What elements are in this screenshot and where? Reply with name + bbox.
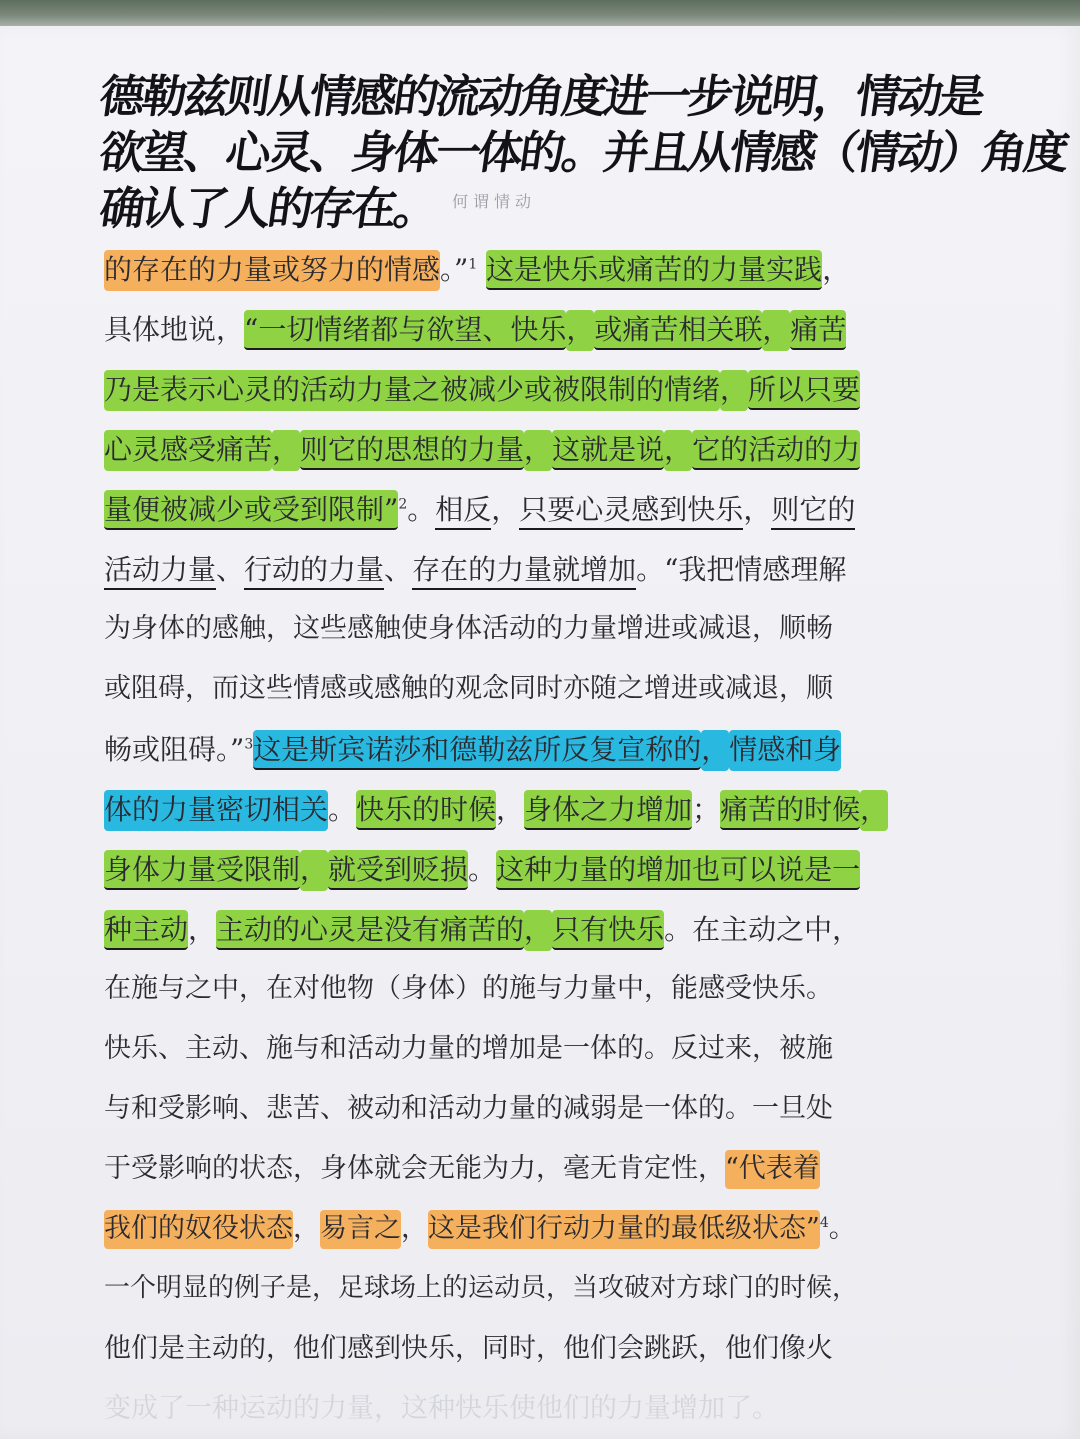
highlight-orange: “代表着	[725, 1150, 820, 1189]
highlight-green: 它的活动的力	[692, 430, 860, 470]
running-head: 何谓情动	[452, 192, 537, 211]
text-line-17	[104, 1212, 856, 1246]
highlight-green: 这是快乐或痛苦的力量实践	[486, 250, 822, 290]
highlight-orange: 这是我们行动力量的最低级状态”	[428, 1210, 820, 1249]
footnote-marker: 3	[244, 736, 254, 753]
text-segment: ，	[401, 1213, 428, 1244]
text-segment: 。	[328, 793, 357, 826]
text-line-16	[104, 1152, 820, 1186]
text-line-10	[104, 792, 888, 827]
underlined-text: 则它的	[771, 493, 855, 530]
book-edge	[0, 0, 1080, 26]
highlight-green: 心灵感受痛苦	[104, 430, 272, 471]
underlined-text: 行动的力量	[244, 553, 384, 590]
highlight-green: 身体之力增加	[524, 790, 692, 830]
text-segment: ，	[860, 790, 888, 831]
text-line-11	[104, 852, 860, 887]
book-page	[0, 26, 1080, 1439]
highlight-green: 种主动	[104, 910, 188, 950]
text-line-19: 他们是主动的，他们感到快乐，同时，他们会跳跃，他们像火	[104, 1333, 833, 1364]
text-segment: 。	[468, 853, 497, 886]
highlight-green: 这就是说	[552, 430, 664, 470]
text-segment: 具体地说，	[104, 313, 245, 346]
text-segment: 畅或阻碍。”	[104, 733, 245, 766]
footnote-marker: 2	[398, 496, 408, 513]
highlight-green: 则它的思想的力量	[300, 430, 524, 470]
text-segment: ，	[491, 493, 520, 526]
text-line-13: 在施与之中，在对他物（身体）的施与力量中，能感受快乐。	[104, 973, 833, 1004]
highlight-green: 只有快乐	[552, 910, 664, 950]
text-segment: ，	[664, 430, 692, 471]
handwritten-note-line-1: 德勒兹则从情感的流动角度进一步说明，情动是	[96, 70, 986, 123]
highlight-green: 痛苦	[790, 310, 846, 350]
underlined-text: 活动力量	[104, 553, 216, 590]
text-line-12	[104, 912, 860, 947]
text-segment: ，	[524, 430, 552, 471]
highlight-green: 或痛苦相关联	[594, 310, 762, 350]
text-segment: 。”	[440, 253, 469, 286]
text-segment: 。“我把情感理解	[636, 553, 847, 586]
handwritten-note-line-2: 欲望、心灵、身体一体的。并且从情感（情动）角度	[96, 126, 1070, 179]
text-segment: 、	[384, 553, 413, 586]
highlight-green: 量便被减少或受到限制”	[104, 490, 398, 530]
text-line-9	[104, 732, 841, 767]
text-segment: ，	[293, 1213, 320, 1244]
text-line-14: 快乐、主动、施与和活动力量的增加是一体的。反过来，被施	[104, 1033, 833, 1064]
underlined-text: 只要心灵感到快乐	[519, 493, 743, 530]
text-segment: ，	[300, 850, 328, 891]
text-segment: ，	[272, 430, 300, 471]
highlight-green: 身体力量受限制	[104, 850, 300, 890]
text-segment: ，	[566, 310, 594, 351]
footnote-marker: 4	[819, 1215, 829, 1231]
highlight-green: 这种力量的增加也可以说是一	[496, 850, 860, 890]
text-segment: 。	[828, 1213, 856, 1244]
text-line-15: 与和受影响、悲苦、被动和活动力量的减弱是一体的。一旦处	[104, 1093, 833, 1124]
text-segment: ，	[188, 913, 217, 946]
text-segment: ，	[743, 493, 772, 526]
text-line-20: 变成了一种运动的力量，这种快乐使他们的力量增加了。	[104, 1393, 779, 1424]
text-line-2	[104, 312, 846, 347]
highlight-green: 乃是表示心灵的活动力量之被减少或被限制的情绪	[104, 370, 720, 411]
highlight-orange: 我们的奴役状态	[104, 1210, 293, 1249]
text-segment: 。在主动之中，	[664, 913, 861, 946]
highlight-blue: 体的力量密切相关	[104, 790, 328, 831]
highlight-blue: 情感和身	[729, 730, 841, 771]
text-line-1	[104, 252, 850, 287]
highlight-blue: 这是斯宾诺莎和德勒兹所反复宣称的	[253, 730, 701, 770]
text-line-6	[104, 552, 846, 587]
highlight-green: 所以只要	[748, 370, 860, 410]
text-segment: ，	[496, 793, 525, 826]
handwritten-note-line-3: 确认了人的存在。	[96, 182, 440, 235]
text-segment: 于受影响的状态，身体就会无能为力，毫无肯定性，	[104, 1153, 725, 1184]
highlight-green: 痛苦的时候	[720, 790, 860, 830]
highlight-orange: 易言之	[320, 1210, 401, 1249]
text-segment: ，	[720, 370, 748, 411]
text-segment: ，	[524, 910, 552, 951]
text-segment: ，	[762, 310, 790, 351]
highlight-green: 主动的心灵是没有痛苦的	[216, 910, 524, 950]
underlined-text: 存在的力量就增加	[412, 553, 636, 590]
highlight-green: 就受到贬损	[328, 850, 468, 890]
text-line-7: 为身体的感触，这些感触使身体活动的力量增进或减退，顺畅	[104, 613, 833, 644]
text-line-18: 一个明显的例子是，足球场上的运动员，当攻破对方球门的时候，	[104, 1273, 859, 1303]
highlight-green: “一切情绪都与欲望、快乐	[244, 310, 566, 350]
text-line-4	[104, 432, 860, 467]
text-line-3	[104, 372, 860, 407]
highlight-orange: 的存在的力量或努力的情感	[104, 250, 440, 291]
footnote-marker: 1	[468, 256, 478, 273]
underlined-text: 相反	[435, 493, 491, 530]
text-line-5	[104, 492, 855, 527]
highlight-green: 快乐的时候	[356, 790, 496, 830]
text-segment: ；	[692, 793, 721, 826]
text-segment: 。	[407, 493, 436, 526]
text-segment: ，	[701, 730, 729, 771]
text-segment: 、	[216, 553, 245, 586]
text-line-8: 或阻碍，而这些情感或感触的观念同时亦随之增进或减退，顺	[104, 673, 833, 704]
text-segment: ，	[822, 253, 851, 286]
